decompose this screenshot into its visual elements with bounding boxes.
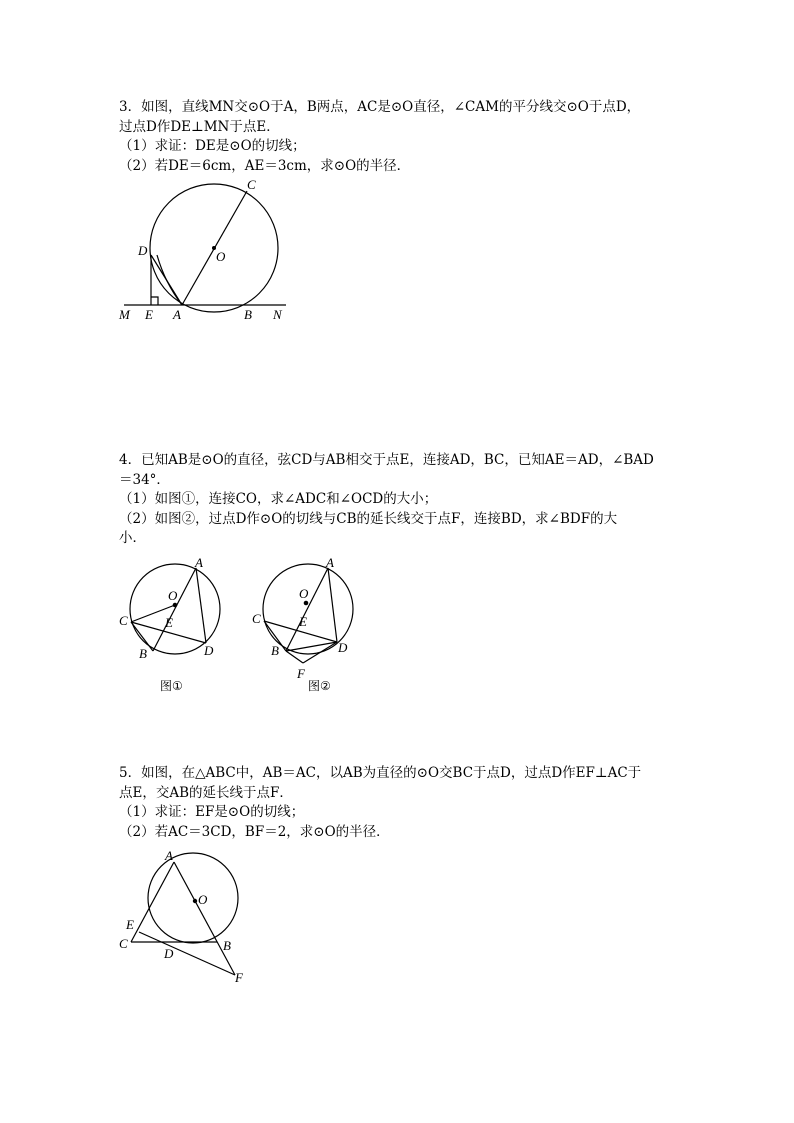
q4-figure-2 [248,555,373,700]
question-3-text [119,98,640,176]
q3-line-1: 3．如图，直线MN交⊙O于A，B两点，AC是⊙O直径，∠CAM的平分线交⊙O于点D， [119,99,641,115]
q5-label-D: D [164,946,174,961]
fig1-caption: 图① [160,679,183,693]
q5-label-A: A [165,848,173,863]
q4-line-4: （2）如图②，过点D作⊙O的切线与CB的延长线交于点F，连接BD，求∠BDF的大 [119,510,618,527]
q5-label-O: O [198,892,208,907]
q5-line-2: 点E，交AB的延长线于点F． [119,784,293,801]
fig1-label-A: A [195,555,203,570]
q5-line-1: 5．如图，在△ABC中，AB＝AC，以AB为直径的⊙O交BC于点D，过点D作EF⊥AC于 [119,765,642,781]
fig2-label-E: E [299,614,307,629]
question-5-text [119,764,641,842]
fig2-label-O: O [299,586,309,601]
q3-label-C: C [247,177,256,192]
fig2-caption: 图② [308,679,331,693]
q3-line-4: （2）若DE＝6cm，AE＝3cm，求⊙O的半径． [119,157,411,174]
fig1-label-O: O [168,588,178,603]
fig2-label-D: D [338,640,348,655]
q3-label-D: D [138,243,148,258]
q5-label-C: C [119,936,128,951]
q3-figure [110,175,310,325]
q5-line-4: （2）若AC＝3CD，BF＝2，求⊙O的半径． [119,823,390,840]
q3-label-O: O [216,249,226,264]
q4-line-2: ＝34°． [119,471,170,488]
q5-label-B: B [223,938,231,953]
fig2-label-B: B [271,643,279,658]
q5-figure [110,845,260,990]
q3-label-N: N [273,307,282,322]
q4-line-1: 4．已知AB是⊙O的直径，弦CD与AB相交于点E，连接AD，BC，已知AE＝AD，∠BAD [119,452,654,468]
fig2-label-A: A [326,555,334,570]
fig1-label-D: D [204,643,214,658]
q3-label-E: E [145,307,153,322]
q5-label-F: F [235,970,243,985]
q3-line-3: （1）求证：DE是⊙O的切线； [119,138,306,154]
q5-label-E: E [126,917,134,932]
q4-figure-1 [115,555,235,700]
q3-label-M: M [119,307,130,322]
q4-line-3: （1）如图①，连接CO，求∠ADC和∠OCD的大小； [119,491,438,507]
fig2-label-C: C [252,611,261,626]
fig2-label-F: F [297,666,305,681]
fig1-label-B: B [139,646,147,661]
fig1-label-E: E [165,615,173,630]
q3-line-2: 过点D作DE⊥MN于点E． [119,118,280,135]
q4-line-5: 小． [119,530,146,546]
q5-line-3: （1）求证：EF是⊙O的切线； [119,804,305,820]
question-4-text [119,451,654,549]
q3-label-B: B [244,307,252,322]
fig1-label-C: C [119,613,128,628]
q3-label-A: A [173,307,181,322]
